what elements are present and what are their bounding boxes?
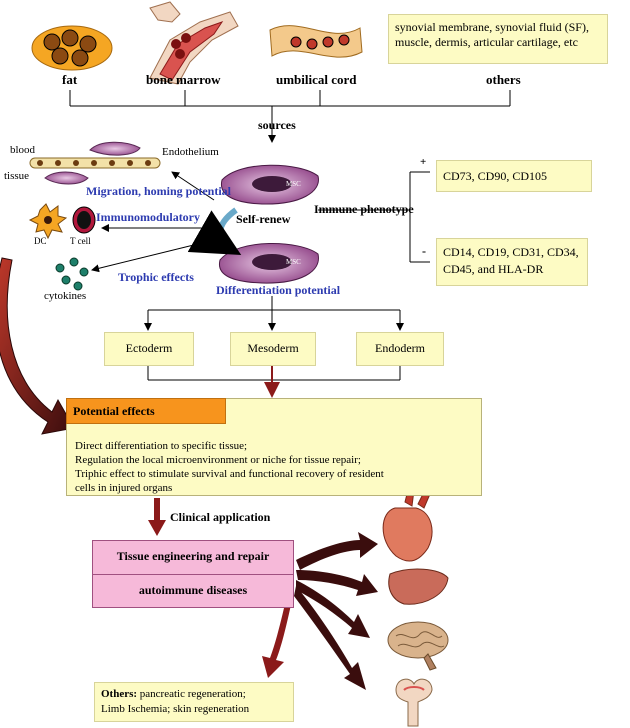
msc-top-label: MSC — [286, 180, 301, 188]
t-cell-icon — [73, 207, 95, 233]
source-others-label: others — [486, 72, 521, 87]
fat-icon — [32, 26, 112, 70]
potential-effects-panel — [66, 398, 482, 496]
cytokines-icon — [56, 258, 88, 290]
potential-effects-title: Potential effects — [66, 398, 226, 424]
others-applications-text-2: Limb Ischemia; skin regeneration — [101, 703, 250, 715]
potential-effect-line: Direct differentiation to specific tissue; — [75, 440, 248, 452]
endothelium-label: Endothelium — [162, 146, 219, 158]
immunomodulatory-label: Immunomodulatory — [96, 210, 201, 224]
others-sources-box: synovial membrane, synovial fluid (SF), muscle, dermis, articular cartilage, etc — [388, 14, 608, 64]
clinical-applications-box — [92, 540, 294, 608]
source-bone-marrow-label: bone marrow — [146, 72, 221, 87]
liver-icon — [389, 569, 448, 604]
potential-effect-line: cells in injured organs — [75, 482, 173, 494]
potential-effect-line: Triphic effect to stimulate survival and functional recovery of resident — [75, 468, 384, 480]
self-renew-label: Self-renew — [236, 212, 291, 226]
differentiation-potential-label: Differentiation potential — [216, 283, 341, 297]
potential-effect-line: Regulation the local microenvironment or niche for tissue repair; — [75, 454, 361, 466]
msc-bottom-label: MSC — [286, 258, 301, 266]
msc-cell-top — [221, 165, 318, 204]
sources-arrow-label: sources — [258, 118, 296, 132]
phenotype-plus-sign: + — [420, 156, 427, 168]
sources-connector — [70, 90, 510, 142]
negative-markers-box: CD14, CD19, CD31, CD34, CD45, and HLA-DR — [436, 238, 588, 286]
phenotype-connector — [318, 172, 430, 262]
phenotype-minus-sign: - — [422, 244, 426, 258]
clinical-item-tissue-engineering: Tissue engineering and repair — [93, 541, 293, 575]
others-applications-heading: Others: — [101, 688, 138, 700]
dc-label: DC — [34, 236, 47, 246]
to-clinical-arrow — [148, 498, 166, 536]
big-curved-arrow — [0, 258, 74, 434]
bone-joint-icon — [396, 679, 432, 726]
ectoderm-box: Ectoderm — [104, 332, 194, 366]
others-applications-text: pancreatic regeneration; — [137, 688, 246, 700]
source-fat-label: fat — [62, 72, 78, 87]
self-renew-arrow — [220, 210, 236, 252]
source-umbilical-cord-label: umbilical cord — [276, 72, 357, 87]
clinical-application-label: Clinical application — [170, 510, 271, 524]
tissue-label: tissue — [4, 170, 30, 182]
clinical-item-autoimmune: autoimmune diseases — [138, 583, 248, 597]
endoderm-box: Endoderm — [356, 332, 444, 366]
migration-homing-label: Migration, homing potential — [86, 184, 232, 198]
potential-effects-list — [75, 439, 384, 495]
trophic-effects-label: Trophic effects — [118, 270, 194, 284]
blood-vessel-icon — [30, 142, 160, 184]
dc-cell-icon — [30, 204, 66, 238]
brain-icon — [388, 622, 448, 670]
positive-markers-box: CD73, CD90, CD105 — [436, 160, 592, 192]
heart-icon — [383, 490, 432, 561]
others-applications-box — [94, 682, 294, 722]
umbilical-cord-icon — [270, 26, 362, 57]
cytokines-label: cytokines — [44, 290, 87, 302]
blood-label: blood — [10, 144, 36, 156]
mesoderm-box: Mesoderm — [230, 332, 316, 366]
t-cell-label: T cell — [70, 236, 91, 246]
immune-phenotype-label: Immune phenotype — [314, 202, 414, 216]
